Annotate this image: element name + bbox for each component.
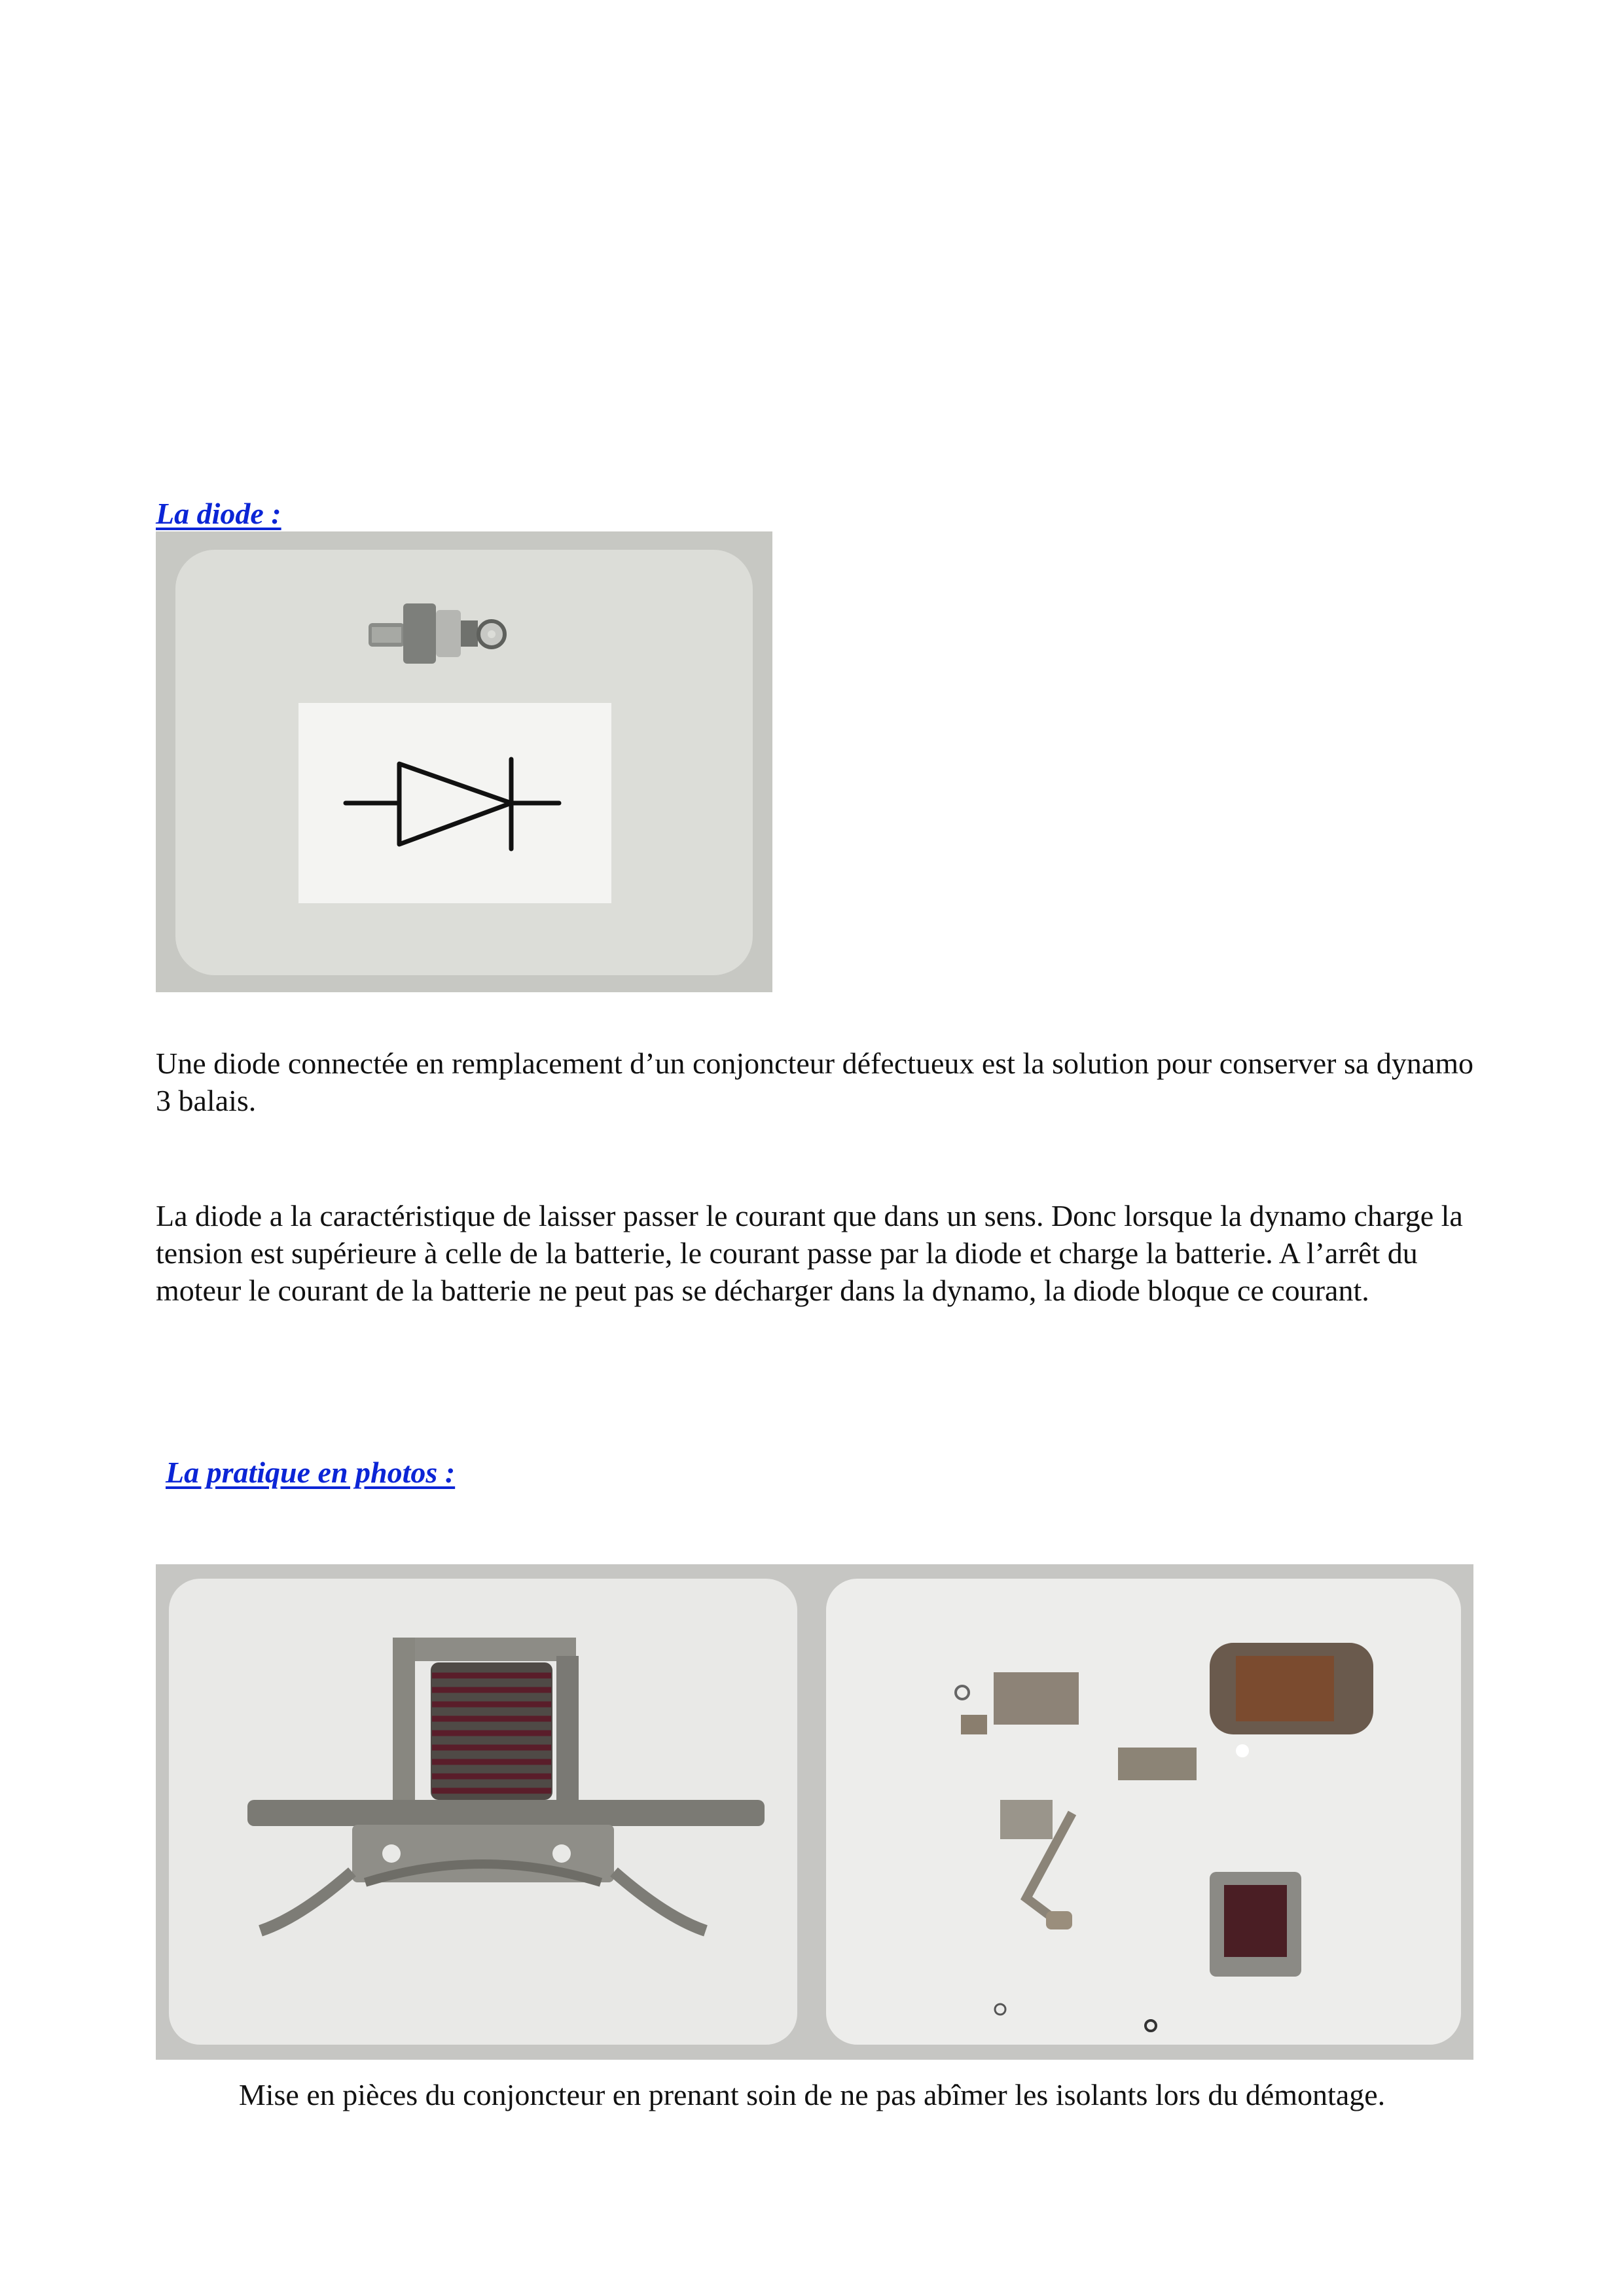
conjoncteur-photos [156,1564,1473,2060]
paragraph-1: Une diode connectée en remplacement d’un conjoncteur défectueux est la solution pour conserver sa dynamo 3 balais. [156,1047,1474,1117]
conjoncteur-assembled-photo [169,1579,797,2045]
photos-caption: Mise en pièces du conjoncteur en prenant soin de ne pas abîmer les isolants lors du démontage. [238,2078,1386,2111]
diode-photo [156,531,772,992]
conjoncteur-parts-photo [826,1579,1461,2045]
practice-heading[interactable]: La pratique en photos : [166,1456,456,1489]
diode-heading[interactable]: La diode : [156,497,281,530]
paragraph-2: La diode a la caractéristique de laisser passer le courant que dans un sens. Donc lorsque la dynamo charge la tension est supérieure à celle de la batterie, le courant passe par la diode et charge la batterie. A l’arrêt du moteur le courant de la batterie ne peut pas se décharger dans la dynamo, la diode bloque ce courant. [156,1199,1463,1307]
